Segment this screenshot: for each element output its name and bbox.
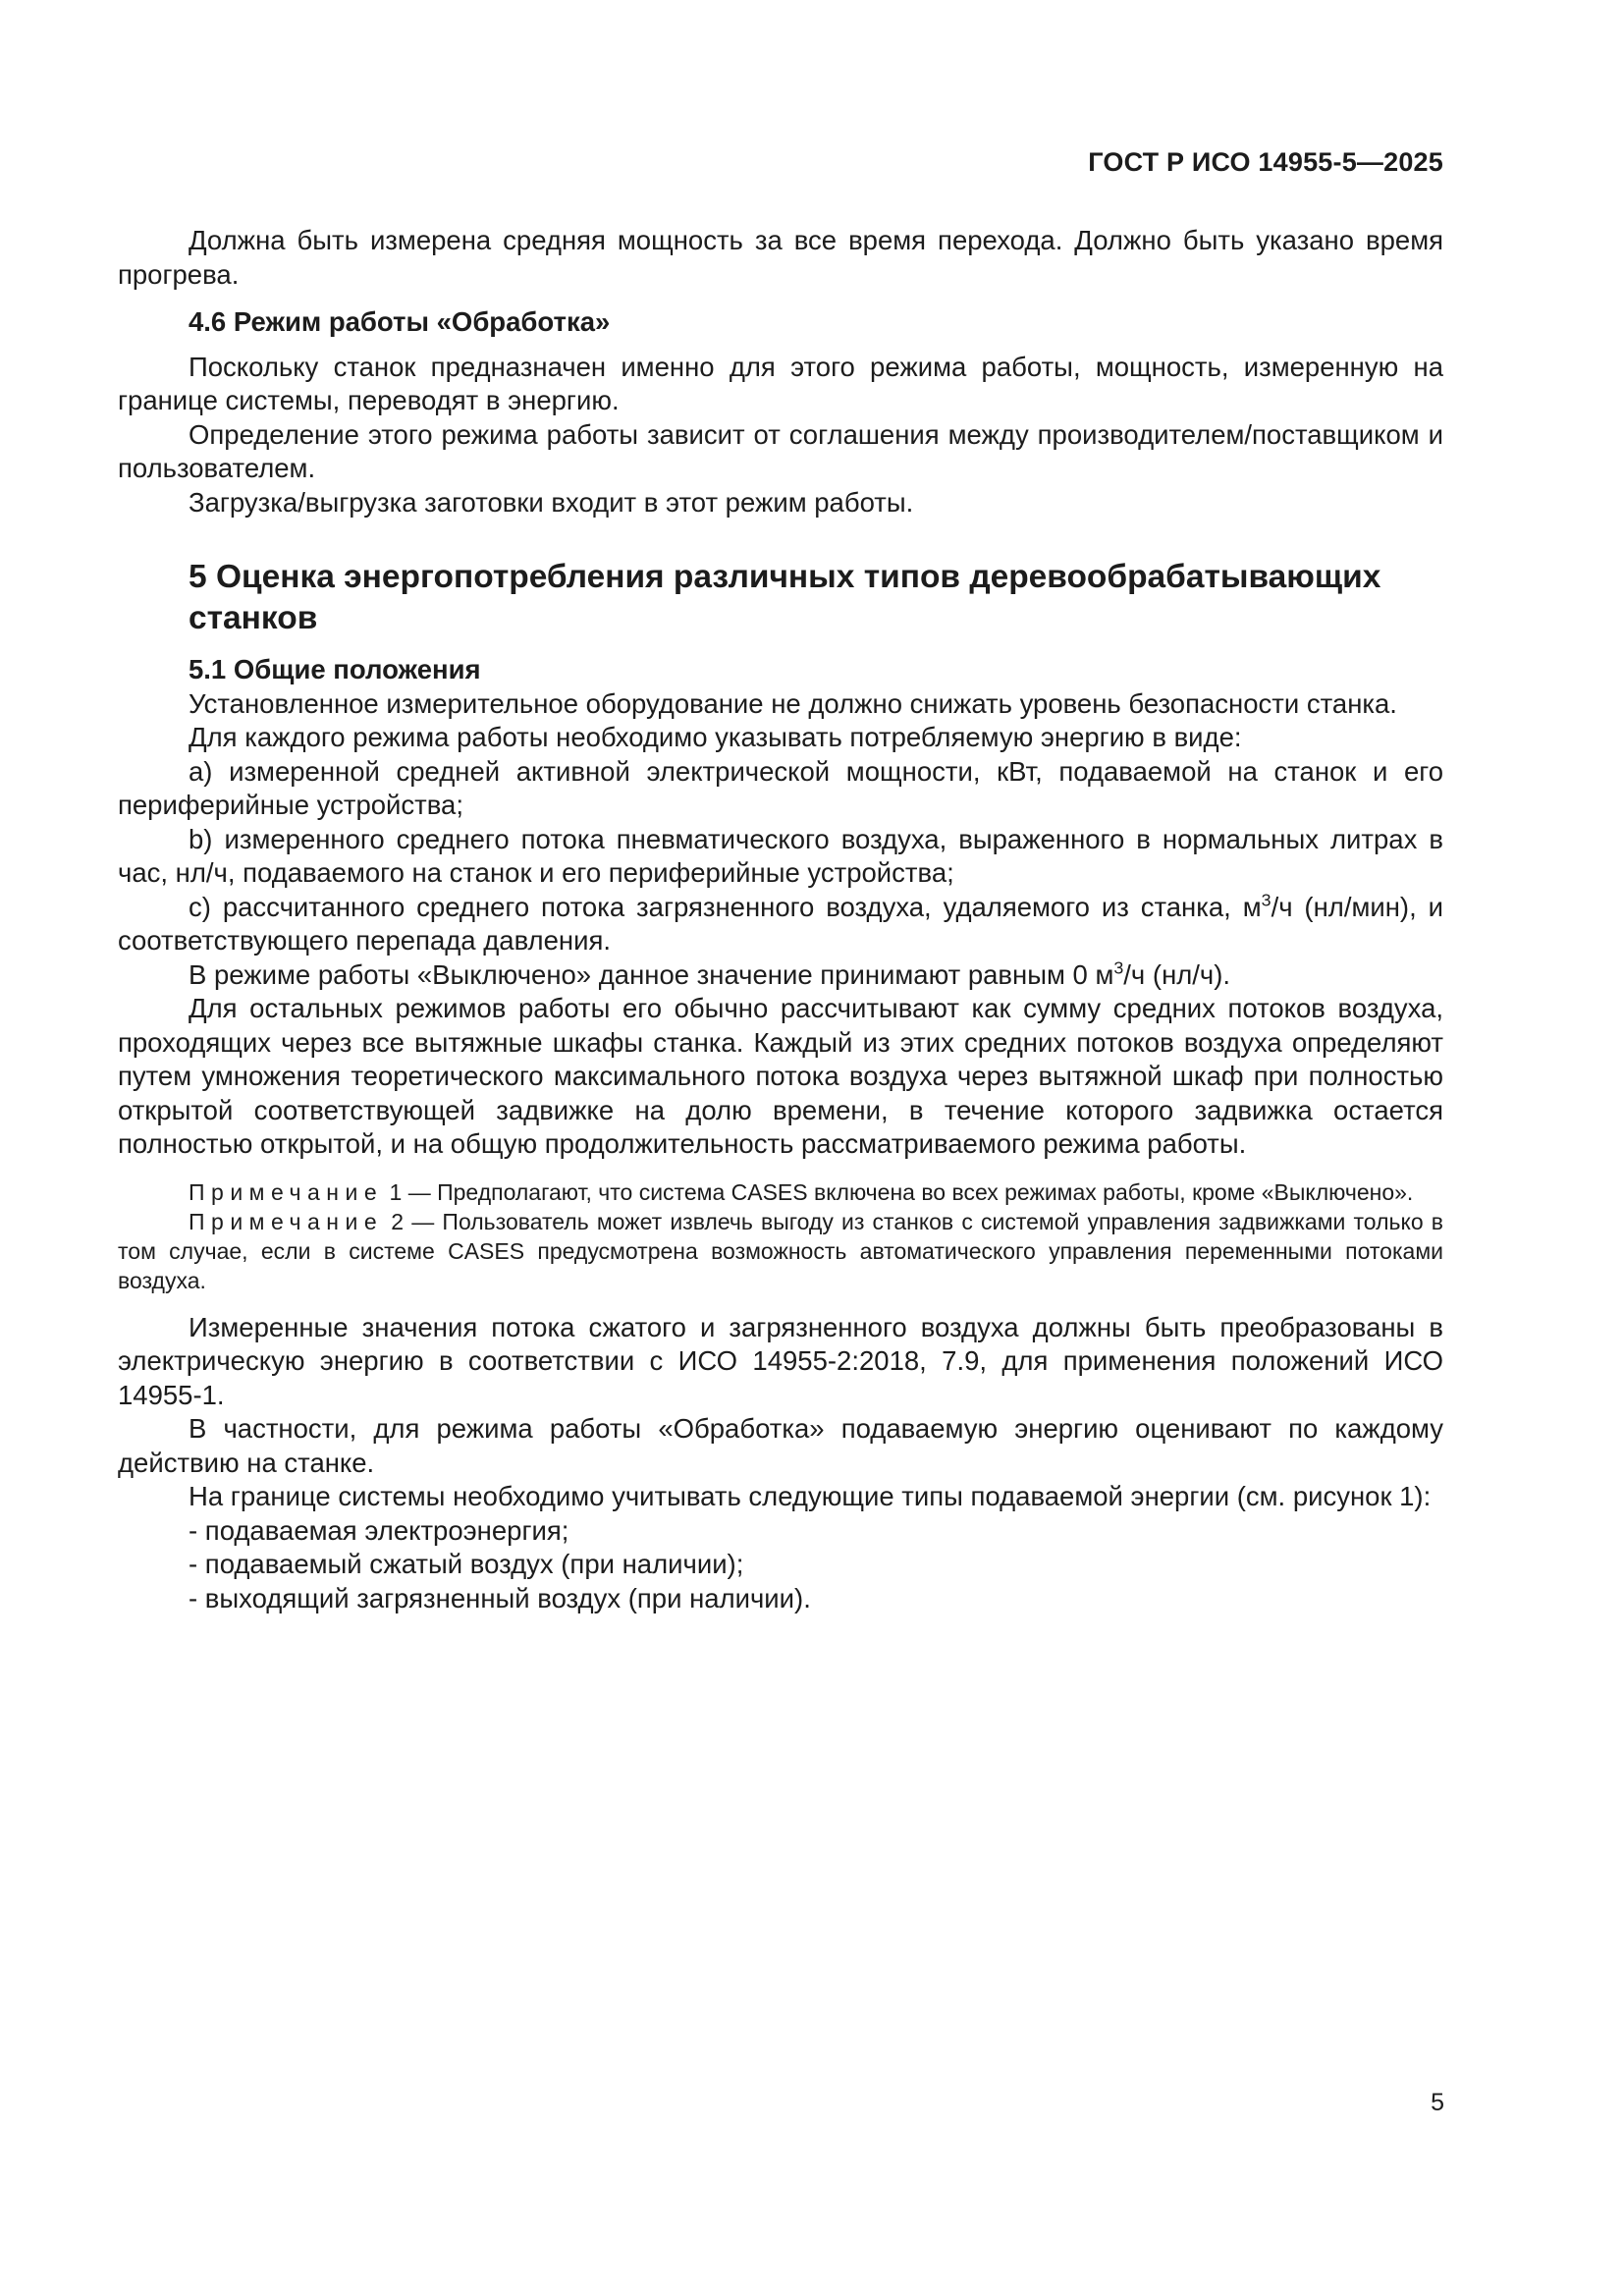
bullet-item: - подаваемая электроэнергия; (189, 1514, 569, 1546)
paragraph-5-1-2: Для каждого режима работы необходимо указывать потребляемую энергию в виде: (189, 722, 1242, 752)
superscript-3: 3 (1113, 957, 1124, 977)
paragraph-boundary: На границе системы необходимо учитывать следующие типы подаваемой энергии (см. рисунок 1): (189, 1481, 1432, 1511)
document-code-header: ГОСТ Р ИСО 14955-5—2025 (1088, 147, 1443, 177)
note-2-label: Примечание (189, 1208, 384, 1234)
list-item-c (118, 891, 1443, 958)
section-4-6-heading: 4.6 Режим работы «Обработка» (189, 306, 611, 337)
note-2 (118, 1207, 1443, 1295)
note-1-text: 1 — Предполагают, что система CASES включена во всех режимах работы, кроме «Выключено». (383, 1178, 1414, 1205)
paragraph-other-modes: Для остальных режимов работы его обычно рассчитывают как сумму средних потоков воздуха, проходящих через все вытяжные шкафы станка. Каждый из этих средних потоков воздуха определяют путем умножения теоретического максимального потока воздуха через вытяжной шкаф при полностью открытой соответствующей задвижке на долю времени, в течение которого задвижка остается полностью открытой, и на общую продолжительность рассматриваемого режима работы. (118, 993, 1443, 1159)
document-body (118, 224, 1443, 1615)
paragraph-4-6-2: Определение этого режима работы зависит от соглашения между производителем/поставщиком и пользователем. (118, 418, 1443, 483)
list-item-c-text-2: /ч (нл/мин), и соответствующего перепада давления. (118, 891, 1443, 956)
section-5-heading: 5 Оценка энергопотребления различных типов деревообрабатывающих станков (189, 559, 1381, 636)
list-item-c-text-1: c) рассчитанного среднего потока загрязненного воздуха, удаляемого из станка, м (189, 891, 1262, 922)
paragraph-processing: В частности, для режима работы «Обработка» подаваемую энергию оценивают по каждому действию на станке. (118, 1413, 1443, 1478)
superscript-3: 3 (1261, 889, 1271, 909)
paragraph-off-mode (118, 958, 1443, 993)
intro-paragraph: Должна быть измерена средняя мощность за все время перехода. Должно быть указано время прогрева. (118, 225, 1443, 290)
section-5-1-heading: 5.1 Общие положения (189, 654, 481, 684)
paragraph-4-6-3: Загрузка/выгрузка заготовки входит в этот режим работы. (189, 486, 914, 518)
paragraph-conversion: Измеренные значения потока сжатого и загрязненного воздуха должны быть преобразованы в электрическую энергию в соответствии с ИСО 14955-2:2018, 7.9, для применения положений ИСО 14955-1. (118, 1311, 1443, 1410)
paragraph-5-1-1: Установленное измерительное оборудование не должно снижать уровень безопасности станка. (189, 687, 1397, 719)
page-number: 5 (1431, 2089, 1444, 2116)
note-2-text: 2 — Пользователь может извлечь выгоду из станков с системой управления задвижками только в том случае, если в системе CASES предусмотрена возможность автоматического управления переменными потоками воздуха. (118, 1208, 1443, 1293)
list-item-b: b) измеренного среднего потока пневматического воздуха, выраженного в нормальных литрах в час, нл/ч, подаваемого на станок и его периферийные устройства; (118, 823, 1443, 888)
list-item-a: a) измеренной средней активной электрической мощности, кВт, подаваемой на станок и его периферийные устройства; (118, 755, 1443, 820)
bullet-item: - выходящий загрязненный воздух (при наличии). (189, 1582, 811, 1613)
note-1 (118, 1177, 1443, 1207)
bullet-item: - подаваемый сжатый воздух (при наличии); (189, 1549, 744, 1579)
note-1-label: Примечание (189, 1178, 384, 1205)
off-mode-text-2: /ч (нл/ч). (1123, 958, 1231, 990)
paragraph-4-6-1: Поскольку станок предназначен именно для этого режима работы, мощность, измеренную на границе системы, переводят в энергию. (118, 351, 1443, 415)
off-mode-text-1: В режиме работы «Выключено» данное значение принимают равным 0 м (189, 958, 1114, 990)
